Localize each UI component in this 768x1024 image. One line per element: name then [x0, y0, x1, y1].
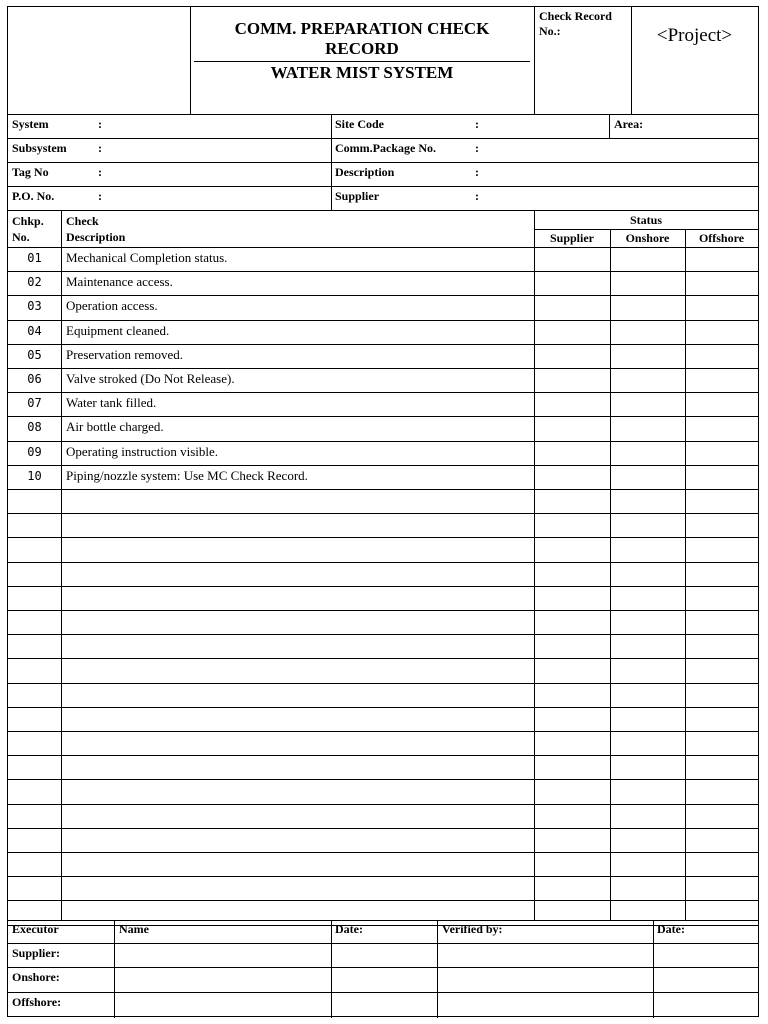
checkpoint-description: Valve stroked (Do Not Release).	[66, 371, 235, 386]
date-label: Date:	[335, 922, 363, 936]
subsystem-colon: :	[98, 141, 102, 155]
check-description-header	[66, 213, 125, 245]
record-no-line-2: No.:	[539, 24, 561, 38]
table-row-divider	[8, 852, 758, 853]
area-label: Area:	[614, 117, 644, 131]
form-subtitle: WATER MIST SYSTEM	[270, 63, 454, 82]
record-no-line-1: Check Record	[539, 9, 612, 23]
chkp-no-header	[12, 213, 44, 245]
status-onshore-header: Onshore	[625, 231, 670, 245]
divider	[61, 210, 62, 920]
divider	[534, 229, 758, 230]
supplier-colon: :	[475, 189, 479, 203]
verified-by-label: Verified by:	[442, 922, 503, 936]
checkpoint-number: 08	[27, 420, 42, 434]
chkp-line-2: No.	[12, 230, 30, 244]
checkpoint-number: 03	[27, 299, 42, 313]
divider	[610, 229, 611, 920]
footer-offshore-label: Offshore:	[12, 995, 62, 1009]
checkpoint-number: 09	[27, 445, 42, 459]
table-row-divider	[8, 562, 758, 563]
table-row-divider	[8, 876, 758, 877]
table-row-divider	[8, 828, 758, 829]
checkpoint-number: 10	[27, 469, 42, 483]
title-line-2: RECORD	[325, 39, 399, 58]
table-row-divider	[8, 441, 758, 442]
table-row-divider	[8, 368, 758, 369]
system-label: System	[12, 117, 49, 131]
divider	[331, 114, 332, 210]
table-row-divider	[8, 513, 758, 514]
comm-package-colon: :	[475, 141, 479, 155]
divider	[8, 247, 758, 248]
check-line-1: Check	[66, 214, 99, 228]
table-row-divider	[8, 586, 758, 587]
title-line-1: COMM. PREPARATION CHECK	[234, 19, 490, 38]
check-record-form	[7, 6, 759, 1017]
table-row-divider	[8, 465, 758, 466]
checkpoint-number: 02	[27, 275, 42, 289]
verified-date-label: Date:	[657, 922, 685, 936]
divider	[114, 920, 115, 1018]
site-code-colon: :	[475, 117, 479, 131]
table-row-divider	[8, 779, 758, 780]
checkpoint-description: Operation access.	[66, 298, 158, 313]
checkpoint-description: Operating instruction visible.	[66, 444, 219, 459]
checkpoint-description: Air bottle charged.	[66, 419, 164, 434]
table-row-divider	[8, 320, 758, 321]
divider	[8, 162, 758, 163]
table-row-divider	[8, 755, 758, 756]
checkpoint-number: 05	[27, 348, 42, 362]
table-row-divider	[8, 683, 758, 684]
description-label: Description	[335, 165, 395, 179]
divider	[534, 210, 535, 920]
status-offshore-header: Offshore	[698, 231, 745, 245]
status-header: Status	[629, 213, 662, 227]
table-row-divider	[8, 392, 758, 393]
table-row-divider	[8, 900, 758, 901]
divider	[8, 967, 758, 968]
checkpoint-number: 07	[27, 396, 42, 410]
check-line-2: Description	[66, 230, 126, 244]
divider	[8, 943, 758, 944]
title-underline	[194, 61, 530, 62]
footer-onshore-label: Onshore:	[12, 970, 60, 984]
site-code-label: Site Code	[335, 117, 384, 131]
divider	[8, 138, 758, 139]
divider	[437, 920, 438, 1018]
tag-no-label: Tag No	[12, 165, 49, 179]
checkpoint-description: Mechanical Completion status.	[66, 250, 228, 265]
po-no-colon: :	[98, 189, 102, 203]
divider	[653, 920, 654, 1018]
checkpoint-number: 06	[27, 372, 42, 386]
system-colon: :	[98, 117, 102, 131]
table-row-divider	[8, 416, 758, 417]
divider	[8, 186, 758, 187]
table-row-divider	[8, 804, 758, 805]
project-name: <Project>	[656, 25, 733, 46]
table-row-divider	[8, 537, 758, 538]
table-row-divider	[8, 658, 758, 659]
executor-label: Executor	[12, 922, 59, 936]
divider	[8, 114, 758, 115]
status-supplier-header: Supplier	[549, 231, 594, 245]
divider	[534, 7, 535, 114]
comm-package-label: Comm.Package No.	[335, 141, 436, 155]
checkpoint-description: Equipment cleaned.	[66, 323, 170, 338]
table-row-divider	[8, 634, 758, 635]
table-row-divider	[8, 271, 758, 272]
divider	[631, 7, 632, 114]
form-title	[190, 19, 534, 59]
checkpoint-number: 04	[27, 324, 42, 338]
checkpoint-number: 01	[27, 251, 42, 265]
divider	[685, 229, 686, 920]
name-label: Name	[119, 922, 149, 936]
divider	[331, 920, 332, 1018]
table-row-divider	[8, 731, 758, 732]
tag-no-colon: :	[98, 165, 102, 179]
divider	[8, 210, 758, 211]
subsystem-label: Subsystem	[12, 141, 67, 155]
footer-supplier-label: Supplier:	[12, 946, 61, 960]
table-row-divider	[8, 344, 758, 345]
supplier-label: Supplier	[335, 189, 380, 203]
checkpoint-description: Preservation removed.	[66, 347, 183, 362]
checkpoint-description: Water tank filled.	[66, 395, 157, 410]
table-row-divider	[8, 610, 758, 611]
divider	[8, 920, 758, 921]
po-no-label: P.O. No.	[12, 189, 55, 203]
table-row-divider	[8, 707, 758, 708]
table-row-divider	[8, 489, 758, 490]
divider	[8, 992, 758, 993]
checkpoint-description: Piping/nozzle system: Use MC Check Record.	[66, 468, 308, 483]
chkp-line-1: Chkp.	[12, 214, 44, 228]
table-row-divider	[8, 295, 758, 296]
checkpoint-description: Maintenance access.	[66, 274, 173, 289]
divider	[609, 114, 610, 138]
description-colon: :	[475, 165, 479, 179]
check-record-no-label	[539, 9, 612, 39]
